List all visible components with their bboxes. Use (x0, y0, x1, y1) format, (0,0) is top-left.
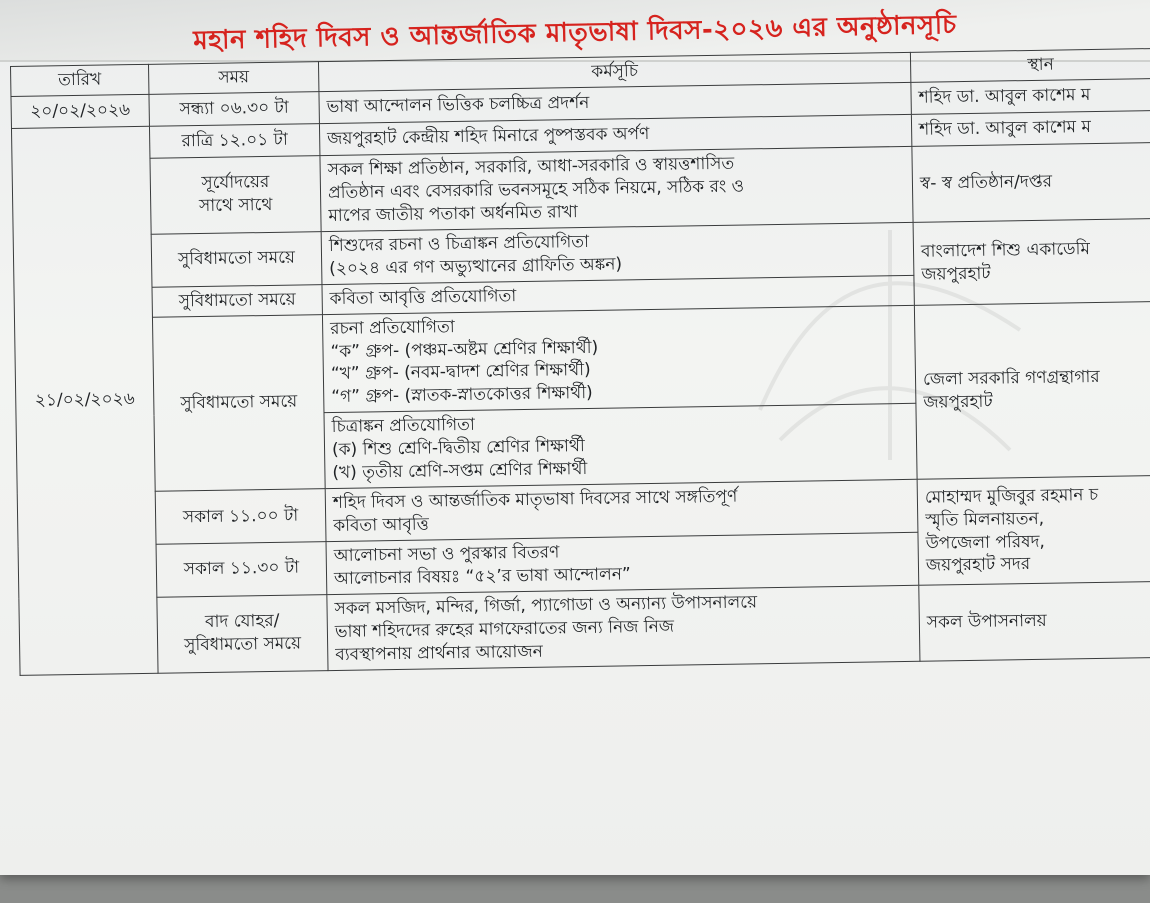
program-text: জয়পুরহাট কেন্দ্রীয় শহিদ মিনারে পুষ্পস্তবক অর্পণ (327, 123, 650, 149)
program-cell (320, 146, 913, 231)
time-cell (157, 594, 328, 672)
venue-cell (914, 301, 1150, 480)
program-text: রচনা প্রতিযোগিতা (330, 316, 455, 339)
program-cell (322, 305, 915, 413)
program-text: কবিতা আবৃত্তি প্রতিযোগিতা (329, 285, 517, 309)
time-text: বাদ যোহর/ (204, 611, 280, 633)
venue-text: জয়পুরহাট সদর (925, 554, 1031, 577)
date-cell: ২০/০২/২০২৬ (11, 94, 149, 128)
program-text: “গ” গ্রুপ- (স্নাতক-স্নাতকোত্তর শিক্ষার্থী) (331, 383, 593, 408)
program-cell (321, 222, 914, 284)
time-text: সকাল ১১.৩০ টা (183, 557, 300, 580)
table-row (14, 301, 1150, 418)
program-cell (327, 585, 920, 670)
venue-cell (913, 218, 1150, 305)
program-text: ভাষা আন্দোলন ভিত্তিক চলচ্চিত্র প্রদর্শন (326, 92, 590, 117)
time-cell (152, 284, 322, 317)
program-cell (325, 479, 918, 541)
time-cell (156, 542, 327, 598)
page-title: মহান শহিদ দিবস ও আন্তর্জাতিক মাতৃভাষা দিবস-২০২৬ এর অনুষ্ঠানসূচি (193, 10, 957, 56)
program-text: “ক” গ্রুপ- (পঞ্চম-অষ্টম শ্রেণির শিক্ষার্থী) (330, 337, 599, 362)
program-text: চিত্রাঙ্কন প্রতিযোগিতা (331, 415, 476, 438)
time-text: সুবিধামতো সময়ে (178, 289, 296, 312)
time-text: সুবিধামতো সময়ে (180, 391, 298, 414)
program-text: (২০২৪ এর গণ অভ্যুত্থানের গ্রাফিতি অঙ্কন) (329, 254, 623, 279)
program-text: আলোচনার বিষয়ঃ “৫২’র ভাষা আন্দোলন” (333, 564, 631, 589)
program-text: প্রতিষ্ঠান এবং বেসরকারি ভবনসমূহে সঠিক নিয়মে, সঠিক রং ও (327, 176, 745, 203)
program-text: কবিতা আবৃত্তি (333, 514, 430, 537)
schedule-table (10, 48, 1150, 676)
program-text: (ক) শিশু শ্রেণি-দ্বিতীয় শ্রেণির শিক্ষার্থী (331, 436, 585, 461)
program-text: আলোচনা সভা ও পুরস্কার বিতরণ (333, 542, 560, 566)
time-cell (149, 124, 319, 159)
program-text: মাপের জাতীয় পতাকা অর্ধনমিত রাখা (328, 201, 578, 226)
venue-cell (911, 110, 1150, 146)
time-text: সুবিধামতো সময়ে (184, 633, 302, 656)
time-text: সূর্যোদয়ের (201, 172, 270, 194)
venue-cell (912, 142, 1150, 222)
venue-text: স্ব- স্ব প্রতিষ্ঠান/দপ্তর (919, 171, 1053, 194)
time-cell (155, 489, 326, 545)
venue-text: সকল উপাসনালয় (926, 610, 1047, 633)
venue-text: শহিদ ডা. আবুল কাশেম ম (918, 85, 1091, 108)
venue-text: জয়পুরহাট (923, 391, 993, 414)
program-text: সকল শিক্ষা প্রতিষ্ঠান, সরকারি, আধা-সরকারি ও স্বায়ত্তশাসিত (327, 153, 735, 180)
time-cell (152, 314, 325, 491)
venue-text: স্মৃতি মিলনায়তন, (925, 508, 1045, 531)
time-text: সুবিধামতো সময়ে (177, 247, 296, 270)
time-text: রাত্রি ১২.০১ টা (181, 129, 288, 152)
time-text: সন্ধ্যা ০৬.৩০ টা (179, 97, 289, 120)
venue-text: উপজেলা পরিষদ, (925, 531, 1046, 554)
program-cell (326, 532, 919, 594)
date-cell: ২১/০২/২০২৬ (11, 126, 158, 675)
program-text: ব্যবস্থাপনায় প্রার্থনার আয়োজন (335, 641, 543, 665)
venue-text: শহিদ ডা. আবুল কাশেম ম (918, 116, 1092, 140)
time-cell (151, 231, 322, 287)
header-venue: স্থান (910, 48, 1150, 82)
venue-cell (917, 475, 1150, 585)
program-text: শহিদ দিবস ও আন্তর্জাতিক মাতৃভাষা দিবসের সাথে সঙ্গতিপূর্ণ (332, 486, 738, 514)
program-text: সকল মসজিদ, মন্দির, গির্জা, প্যাগোডা ও অন্যান্য উপাসনালয়ে (334, 592, 758, 619)
venue-text: বাংলাদেশ শিশু একাডেমি (920, 238, 1091, 262)
header-date: তারিখ (11, 64, 149, 96)
program-text: শিশুদের রচনা ও চিত্রাঙ্কন প্রতিযোগিতা (328, 231, 590, 256)
program-text: ভাষা শহিদদের রুহের মাগফেরাতের জন্য নিজ নিজ (334, 616, 675, 642)
header-program: কর্মসূচি (318, 52, 910, 91)
time-cell (150, 156, 321, 234)
time-text: সকাল ১১.০০ টা (182, 505, 299, 527)
time-cell (149, 92, 319, 127)
venue-text: মোহাম্মদ মুজিবুর রহমান চ (924, 484, 1099, 508)
program-cell (324, 404, 917, 489)
venue-text: জয়পুরহাট (921, 263, 991, 285)
program-text: “খ” গ্রুপ- (নবম-দ্বাদশ শ্রেণির শিক্ষার্থী) (330, 360, 591, 385)
header-time: সময় (148, 62, 318, 95)
program-text: (খ) তৃতীয় শ্রেণি-সপ্তম শ্রেণির শিক্ষার্থী (332, 459, 588, 484)
venue-cell (911, 78, 1150, 114)
time-text: সাথে সাথে (198, 195, 273, 217)
venue-text: জেলা সরকারি গণগ্রন্থাগার (922, 367, 1100, 391)
venue-cell (919, 581, 1150, 661)
